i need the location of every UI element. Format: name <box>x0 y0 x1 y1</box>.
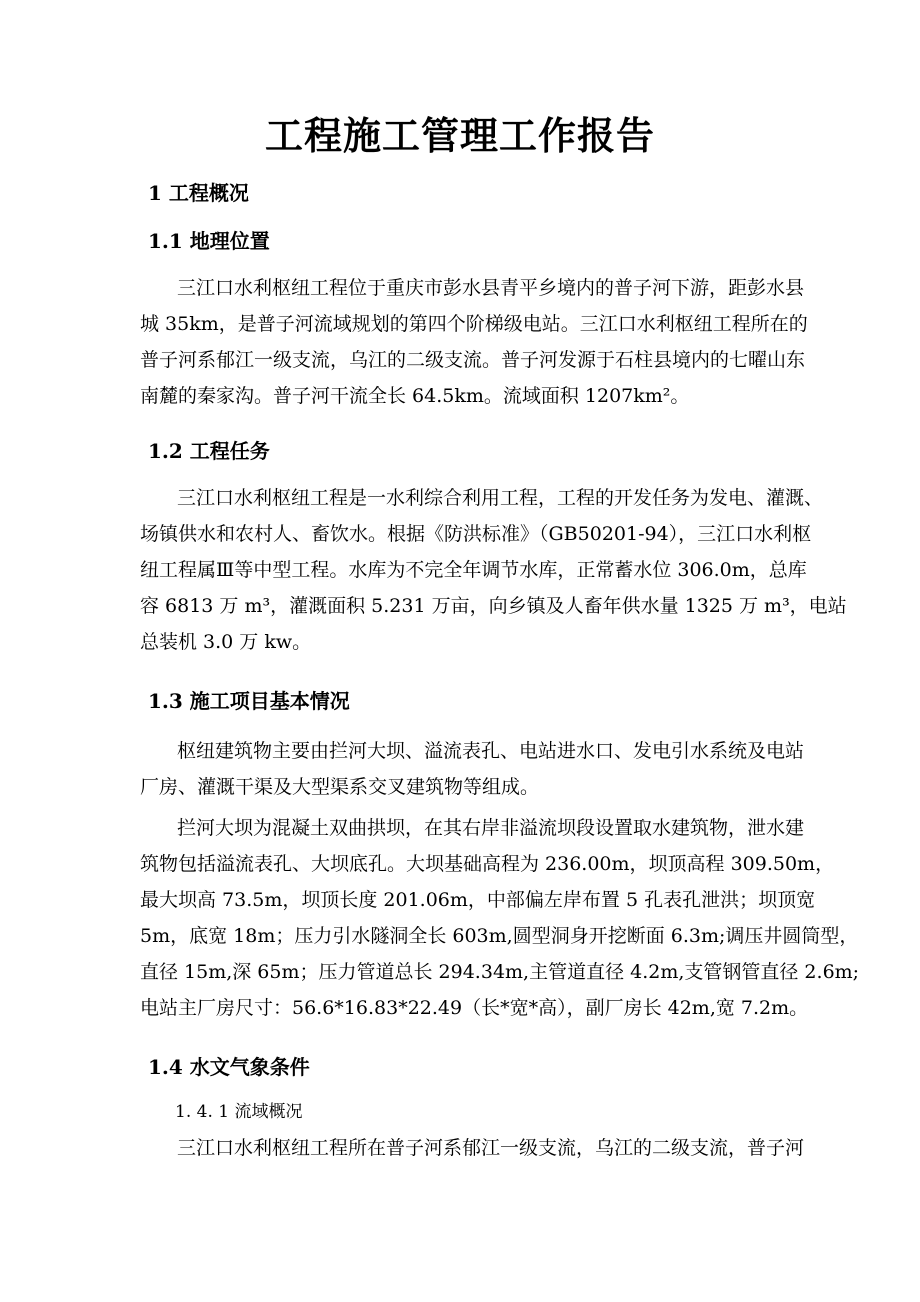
text-line: 普子河系郁江一级支流，乌江的二级支流。普子河发源于石柱县境内的七曜山东 <box>140 349 806 371</box>
text-line: 拦河大坝为混凝土双曲拱坝，在其右岸非溢流坝段设置取水建筑物，泄水建 <box>177 817 805 839</box>
text-line: 南麓的秦家沟。普子河干流全长 64.5km。流域面积 1207km²。 <box>140 385 690 407</box>
text-line: 城 35km，是普子河流域规划的第四个阶梯级电站。三江口水利枢纽工程所在的 <box>140 313 808 335</box>
paragraph-project-tasks <box>140 480 847 660</box>
document-title: 工程施工管理工作报告 <box>264 113 655 158</box>
text-line: 5m，底宽 18m；压力引水隧洞全长 603m,圆型洞身开挖断面 6.3m;调压井圆筒型， <box>140 925 859 947</box>
text-line: 三江口水利枢纽工程所在普子河系郁江一级支流，乌江的二级支流，普子河 <box>177 1137 805 1159</box>
text-line: 筑物包括溢流表孔、大坝底孔。大坝基础高程为 236.00m，坝顶高程 309.50m， <box>140 853 835 875</box>
text-line: 纽工程属Ⅲ等中型工程。水库为不完全年调节水库，正常蓄水位 306.0m，总库 <box>140 559 807 581</box>
text-line: 电站主厂房尺寸：56.6*16.83*22.49（长*宽*高），副厂房长 42m,宽 7.2m。 <box>140 997 809 1019</box>
section-heading-1: 1 工程概况 <box>148 181 249 205</box>
text-line: 三江口水利枢纽工程是一水利综合利用工程，工程的开发任务为发电、灌溉、 <box>177 487 824 509</box>
text-line: 厂房、灌溉干渠及大型渠系交叉建筑物等组成。 <box>140 776 540 798</box>
text-line: 容 6813 万 m³，灌溉面积 5.231 万亩，向乡镇及人畜年供水量 1325 万 m³，电站 <box>140 595 847 617</box>
section-heading-1-3: 1.3 施工项目基本情况 <box>148 689 350 713</box>
text-line: 总装机 3.0 万 kw。 <box>140 631 312 653</box>
section-heading-1-1: 1.1 地理位置 <box>148 229 270 253</box>
paragraph-geographic-location <box>140 270 808 414</box>
text-line: 最大坝高 73.5m，坝顶长度 201.06m，中部偏左岸布置 5 孔表孔泄洪；坝顶宽 <box>140 889 816 911</box>
text-line: 三江口水利枢纽工程位于重庆市彭水县青平乡境内的普子河下游，距彭水县 <box>177 277 805 299</box>
section-heading-1-2: 1.2 工程任务 <box>148 439 270 463</box>
paragraph-watershed-overview <box>140 1130 805 1166</box>
text-line: 场镇供水和农村人、畜饮水。根据《防洪标准》（GB50201-94），三江口水利枢 <box>140 523 812 545</box>
text-line: 枢纽建筑物主要由拦河大坝、溢流表孔、电站进水口、发电引水系统及电站 <box>177 740 805 762</box>
subsection-heading-1-4-1: 1. 4. 1 流域概况 <box>175 1102 303 1122</box>
paragraph-dam-details <box>140 810 860 1026</box>
paragraph-project-overview <box>140 733 805 805</box>
section-heading-1-4: 1.4 水文气象条件 <box>148 1055 310 1079</box>
text-line: 直径 15m,深 65m；压力管道总长 294.34m,主管道直径 4.2m,支管钢管直径 2.6m; <box>140 961 860 983</box>
